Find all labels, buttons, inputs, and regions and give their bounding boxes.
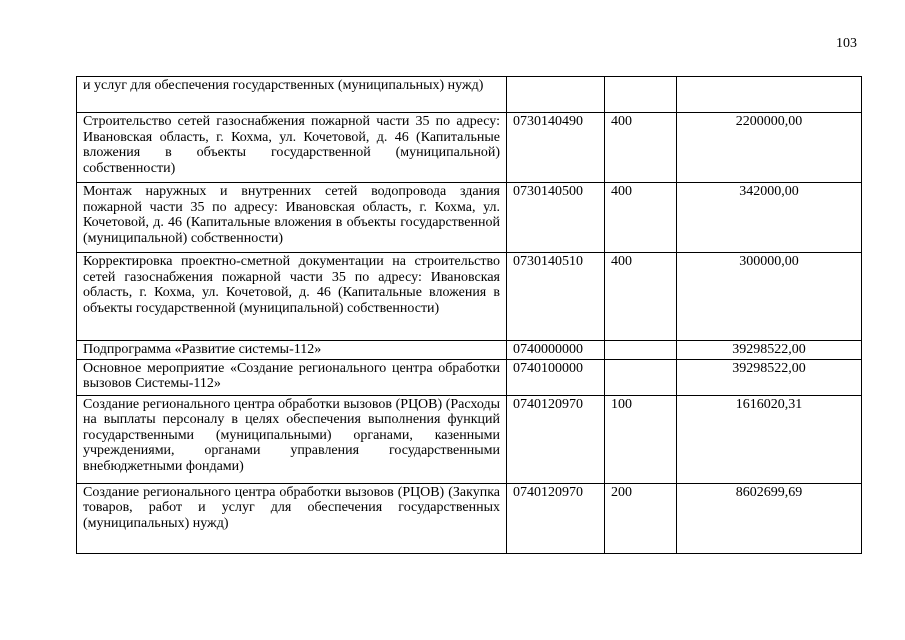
row-expense-type: 100 [605,395,677,483]
row-target-code: 0740120970 [507,483,605,553]
row-target-code: 0730140490 [507,113,605,183]
row-target-code: 0740100000 [507,359,605,395]
row-description: Создание регионального центра обработки вызовов (РЦОВ) (Закупка товаров, работ и услуг для обеспечения государственных (муниципальных) нужд) [77,483,507,553]
row-expense-type: 200 [605,483,677,553]
table-row [77,359,862,395]
table-row [77,395,862,483]
row-amount [677,77,862,113]
row-description: Создание регионального центра обработки вызовов (РЦОВ) (Расходы на выплаты персоналу в целях обеспечения выполнения функций государственными (муниципальными) органами, казенными учреждениями, органами управления государственными внебюджетными фондами) [77,395,507,483]
row-amount: 8602699,69 [677,483,862,553]
row-target-code: 0730140500 [507,183,605,253]
row-expense-type [605,359,677,395]
table-row [77,113,862,183]
row-amount: 342000,00 [677,183,862,253]
row-amount: 1616020,31 [677,395,862,483]
row-amount: 39298522,00 [677,359,862,395]
row-target-code: 0730140510 [507,253,605,341]
table-row [77,77,862,113]
row-description: Подпрограмма «Развитие системы-112» [77,341,507,360]
row-target-code [507,77,605,113]
row-expense-type: 400 [605,183,677,253]
table-row [77,483,862,553]
table-row [77,183,862,253]
row-expense-type [605,341,677,360]
table-row [77,341,862,360]
row-amount: 39298522,00 [677,341,862,360]
row-description: Корректировка проектно-сметной документации на строительство сетей газоснабжения пожарной части 35 по адресу: Ивановская область, г. Кохма, ул. Кочетовой, д. 46 (Капитальные вложения в объекты государственной (муниципальной) собственности) [77,253,507,341]
budget-table [76,76,862,554]
row-amount: 2200000,00 [677,113,862,183]
row-expense-type: 400 [605,253,677,341]
row-target-code: 0740000000 [507,341,605,360]
row-expense-type: 400 [605,113,677,183]
row-description: и услуг для обеспечения государственных (муниципальных) нужд) [77,77,507,113]
row-target-code: 0740120970 [507,395,605,483]
row-description: Основное мероприятие «Создание регионального центра обработки вызовов Системы-112» [77,359,507,395]
row-expense-type [605,77,677,113]
page-number: 103 [836,36,857,51]
row-description: Монтаж наружных и внутренних сетей водопровода здания пожарной части 35 по адресу: Ивановская область, г. Кохма, ул. Кочетовой, д. 46 (Капитальные вложения в объекты государственной (муниципальной) собственности) [77,183,507,253]
table-row [77,253,862,341]
row-amount: 300000,00 [677,253,862,341]
row-description: Строительство сетей газоснабжения пожарной части 35 по адресу: Ивановская область, г. Кохма, ул. Кочетовой, д. 46 (Капитальные вложения в объекты государственной (муниципальной) собственности) [77,113,507,183]
